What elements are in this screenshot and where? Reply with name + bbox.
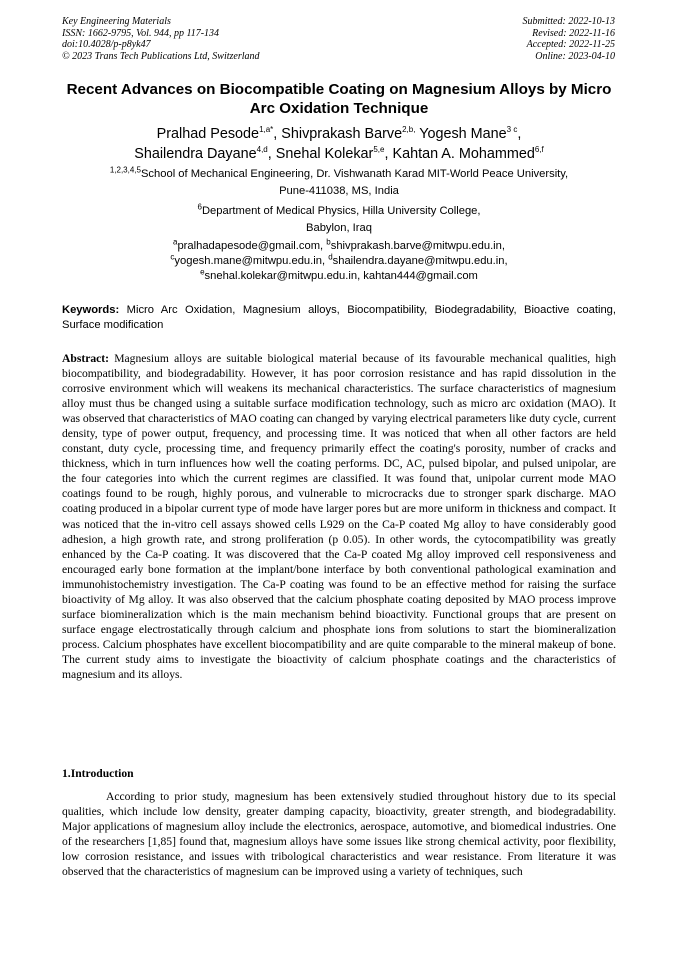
- email-link[interactable]: snehal.kolekar@mitwpu.edu.in, kahtan444@gmail.com: [204, 270, 478, 282]
- email-sup: e: [200, 267, 205, 277]
- affiliation-1: [62, 166, 616, 199]
- submitted-date: Submitted: 2022-10-13: [522, 16, 615, 27]
- affiliation-line: Department of Medical Physics, Hilla University College,: [201, 205, 481, 217]
- author-name: Pralhad Pesode: [156, 126, 260, 142]
- keywords-label: Keywords:: [62, 304, 120, 316]
- introduction-paragraph: According to prior study, magnesium has been extensively studied throughout history due to its special qualities, which include low density, greater damping capacity, bioactivity, greater strength, and biodegradability. Major applications of magnesium alloy include the electronics, aerospace, automotive, and biomedical industries. One of the researchers [1,85] found that, magnesium alloys have some issues like strong chemical activity, poor flexibility, low corrosion resistance, and issues with tribological characteristics and wear resistance. From literature it was observed that the characteristics of magnesium can be improved using a variety of techniques, such: [62, 790, 616, 879]
- email-link[interactable]: shivprakash.barve@mitwpu.edu.in,: [330, 240, 505, 252]
- abstract-label: Abstract:: [62, 352, 110, 365]
- email-sup: d: [328, 252, 333, 262]
- author-name: Snehal Kolekar: [275, 146, 374, 162]
- email-sup: a: [173, 237, 178, 247]
- affiliation-2: [62, 203, 616, 236]
- author-sep: ,: [267, 146, 276, 162]
- email-link[interactable]: yogesh.mane@mitwpu.edu.in,: [174, 255, 329, 267]
- author-sep: ,: [273, 126, 282, 142]
- copyright: © 2023 Trans Tech Publications Ltd, Switzerland: [62, 50, 260, 62]
- author-name: Shailendra Dayane: [134, 146, 257, 162]
- author-sup: 2,b,: [402, 125, 416, 135]
- paper-title: Recent Advances on Biocompatible Coating on Magnesium Alloys by Micro Arc Oxidation Technique: [66, 81, 612, 117]
- journal-name: Key Engineering Materials: [62, 16, 171, 27]
- affiliation-line: Pune-411038, MS, India: [279, 184, 399, 197]
- author-name: Shivprakash Barve: [281, 126, 403, 142]
- revised-date: Revised: 2022-11-16: [532, 27, 615, 39]
- author-sep: ,: [517, 126, 522, 142]
- email-sup: c: [170, 252, 175, 262]
- email-link[interactable]: shailendra.dayane@mitwpu.edu.in,: [332, 255, 508, 267]
- journal-header-left: [62, 16, 260, 62]
- abstract: [62, 351, 616, 682]
- abstract-text: Magnesium alloys are suitable biological material because of its favourable mechanical qualities, high biocompatibility, and biodegradability. However, it has poor corrosion resistance and has rapid dissolution in the corrosive environment which will weakens its mechanical characteristics. The surface characteristics of magnesium alloy must thus be changed using a suitable surface modification technology, such as micro arc oxidation (MAO). It was observed that characteristics of MAO coating can changed by varying electrical parameters like duty cycle, current density, type of power output, frequency, and processing time. It was noticed that when all other factors are held constant, duty cycle, processing time, and frequency primarily effect the coating's porosity, number of cracks and thickness, which in turn influences how well the coating performs. DC, AC, pulsed bipolar, and pulsed unipolar, are the four categories into which the current regimes are classified. It was found that, unipolar current mode MAO coatings found to be rough, highly porous, and vulnerable to microcracks due to stronger spark discharge. MAO coating produced in a bipolar current type of mode have larger pores but are more uniform in thickness and compact. It was noticed that the in-vitro cell assays showed cells L929 on the Ca-P coated Mg alloy to have considerably good adhesion, a high growth rate, and strong proliferation (p 0.05). In other words, the cytocompatibility was greatly enhanced by the Ca-P coating. It was discovered that the Ca-P coated Mg alloy improved cell responsiveness and encouraged early bone formation at the implant/bone interface by both conventional pathological examination and immunohistochemistry investigation. The Ca-P coating was found to be an effective method for raising the surface bioactivity of Mg alloy. It was also observed that the calcium phosphate coating deposited by MAO process improve surface biomineralization which is the main mechanism behind bioactivity. Functional groups that are present on surface engage electrostatically through calcium and phosphate ions from solutions to start the biomineralization process. Calcium phosphates have excellent biocompatibility and are quite comparable to the mineral makeup of bone. The current study aims to investigate the bioactivity of calcium phosphate coatings and the characteristics of magnesium and its alloys.: [62, 352, 617, 681]
- affiliation-line: School of Mechanical Engineering, Dr. Vishwanath Karad MIT-World Peace University,: [140, 168, 569, 180]
- affiliation-sup: 6: [197, 202, 202, 212]
- online-date: Online: 2023-04-10: [535, 50, 615, 62]
- journal-header-right: [523, 16, 616, 62]
- author-sup: 4,d: [256, 145, 268, 155]
- keywords: [62, 303, 616, 332]
- author-name: Yogesh Mane: [419, 126, 507, 142]
- keywords-text: Micro Arc Oxidation, Magnesium alloys, Biocompatibility, Biodegradability, Bioactive coating, Surface modification: [62, 304, 616, 331]
- email-sup: b: [326, 237, 331, 247]
- email-list: [62, 239, 616, 284]
- issn-volume: ISSN: 1662-9795, Vol. 944, pp 117-134: [62, 27, 220, 39]
- author-sup: 3 c: [506, 125, 518, 135]
- affiliation-line: Babylon, Iraq: [306, 221, 372, 234]
- email-link[interactable]: pralhadapesode@gmail.com,: [177, 240, 327, 252]
- doi: doi:10.4028/p-p8yk47: [62, 39, 151, 50]
- section-heading-introduction: 1.Introduction: [62, 767, 134, 780]
- author-name: Kahtan A. Mohammed: [392, 146, 535, 162]
- author-sep: ,: [384, 146, 393, 162]
- author-sup: 6,f: [534, 145, 544, 155]
- author-list: [62, 124, 616, 164]
- author-sup: 5,e: [373, 145, 385, 155]
- affiliation-sup: 1,2,3,4,5: [109, 165, 141, 175]
- author-sup: 1,a*: [259, 125, 274, 135]
- accepted-date: Accepted: 2022-11-25: [526, 39, 615, 50]
